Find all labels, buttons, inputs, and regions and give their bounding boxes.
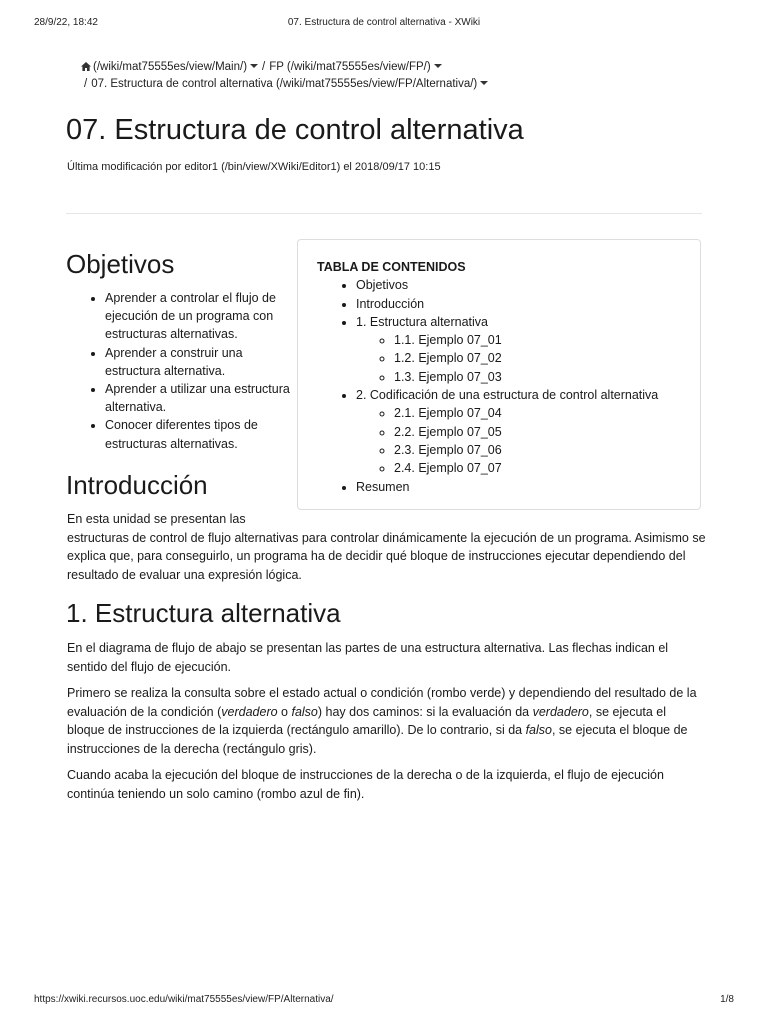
intro-line-1: En esta unidad se presentan las xyxy=(67,512,246,526)
section-heading-objetivos: Objetivos xyxy=(66,249,175,279)
toc-item-ejemplo-07-01[interactable]: ◦ 1.1. Ejemplo 07_01 xyxy=(394,331,682,349)
print-datetime: 28/9/22, 18:42 xyxy=(34,17,98,28)
toc-title: TABLA DE CONTENIDOS xyxy=(317,260,466,274)
toc-list xyxy=(317,276,682,496)
toc-item-resumen[interactable]: • Resumen xyxy=(356,478,682,496)
toc-sublist xyxy=(356,331,682,386)
list-item: • Aprender a construir una estructura alternativa. xyxy=(105,344,296,380)
page-title: 07. Estructura de control alternativa xyxy=(66,114,524,146)
toc-item-introduccion[interactable]: • Introducción xyxy=(356,295,682,313)
intro-line-rest: estructuras de control de flujo alternativas para controlar dinámicamente la ejecución de un programa. Asimismo se explica que, para conseguirlo, un programa ha de decidir qué bloque de instrucciones ejecutar dependiendo del resultado de evaluar una expresión lógica. xyxy=(67,530,706,582)
list-item: • Aprender a utilizar una estructura alternativa. xyxy=(105,380,296,416)
toc-item-ejemplo-07-04[interactable]: ◦ 2.1. Ejemplo 07_04 xyxy=(394,404,682,422)
toc-item-estructura-alternativa[interactable]: • 1. Estructura alternativa ◦ 1.1. Ejemplo 07_01 ◦ 1.2. Ejemplo 07_02 ◦ 1.3. Ejemplo 07_03 xyxy=(356,313,682,386)
print-header xyxy=(34,17,734,31)
paragraph-fin: Cuando acaba la ejecución del bloque de instrucciones de la derecha o de la izquierda, el flujo de ejecución continúa teniendo un solo camino (rombo azul de fin). xyxy=(67,768,664,801)
list-item: • Aprender a controlar el flujo de ejecución de un programa con estructuras alternativas. xyxy=(105,289,296,344)
breadcrumb-item-fp[interactable]: FP (/wiki/mat75555es/view/FP/) xyxy=(269,61,431,73)
toc-item-ejemplo-07-05[interactable]: ◦ 2.2. Ejemplo 07_05 xyxy=(394,423,682,441)
toc-item-ejemplo-07-02[interactable]: ◦ 1.2. Ejemplo 07_02 xyxy=(394,349,682,367)
toc-sublist xyxy=(356,404,682,477)
toc-item-codificacion[interactable]: • 2. Codificación de una estructura de control alternativa ◦ 2.1. Ejemplo 07_04 ◦ 2.2. Ejemplo 07_05 ◦ 2.3. Ejemplo 07_06 ◦ 2.4. Ejemplo 07_07 xyxy=(356,386,682,477)
chevron-down-icon[interactable] xyxy=(250,64,258,68)
intro-paragraph xyxy=(67,510,707,584)
breadcrumb-separator: / xyxy=(262,61,266,73)
print-footer xyxy=(34,994,734,1008)
toc-item-objetivos[interactable]: • Objetivos xyxy=(356,276,682,294)
objetivos-list xyxy=(66,289,296,453)
paragraph-diagrama: En el diagrama de flujo de abajo se presentan las partes de una estructura alternativa. Las flechas indican el sentido del flujo de ejecución. xyxy=(67,641,669,674)
chevron-down-icon[interactable] xyxy=(434,64,442,68)
divider xyxy=(66,213,702,214)
toc-item-ejemplo-07-06[interactable]: ◦ 2.3. Ejemplo 07_06 xyxy=(394,441,682,459)
section-heading-estructura-alternativa: 1. Estructura alternativa xyxy=(66,598,341,628)
paragraph-condicion: Primero se realiza la consulta sobre el estado actual o condición (rombo verde) y dependiendo del resultado de la evaluación de la condición (verdadero o falso) hay dos caminos: si la evaluación da verdadero, se ejecuta el bloque de instrucciones de la izquierda (rectángulo amarillo). De lo contrario, si da falso, se ejecuta el bloque de instrucciones de la derecha (rectángulo gris). xyxy=(67,686,697,756)
section-heading-introduccion: Introducción xyxy=(66,470,208,500)
list-item: • Conocer diferentes tipos de estructuras alternativas. xyxy=(105,416,296,452)
breadcrumb xyxy=(81,59,488,93)
toc-item-ejemplo-07-03[interactable]: ◦ 1.3. Ejemplo 07_03 xyxy=(394,368,682,386)
home-icon[interactable] xyxy=(81,62,91,71)
toc-item-ejemplo-07-07[interactable]: ◦ 2.4. Ejemplo 07_07 xyxy=(394,459,682,477)
print-url: https://xwiki.recursos.uoc.edu/wiki/mat75555es/view/FP/Alternativa/ xyxy=(34,994,334,1005)
page-indicator: 1/8 xyxy=(720,994,734,1005)
print-page-title: 07. Estructura de control alternativa - XWiki xyxy=(287,17,481,28)
chevron-down-icon[interactable] xyxy=(480,81,488,85)
breadcrumb-separator: / xyxy=(84,78,88,90)
table-of-contents xyxy=(297,239,701,510)
breadcrumb-item-main[interactable]: (/wiki/mat75555es/view/Main/) xyxy=(93,61,248,73)
last-modified-info: Última modificación por editor1 (/bin/view/XWiki/Editor1) el 2018/09/17 10:15 xyxy=(67,161,441,173)
breadcrumb-item-alternativa[interactable]: 07. Estructura de control alternativa (/wiki/mat75555es/view/FP/Alternativa/) xyxy=(91,78,478,90)
